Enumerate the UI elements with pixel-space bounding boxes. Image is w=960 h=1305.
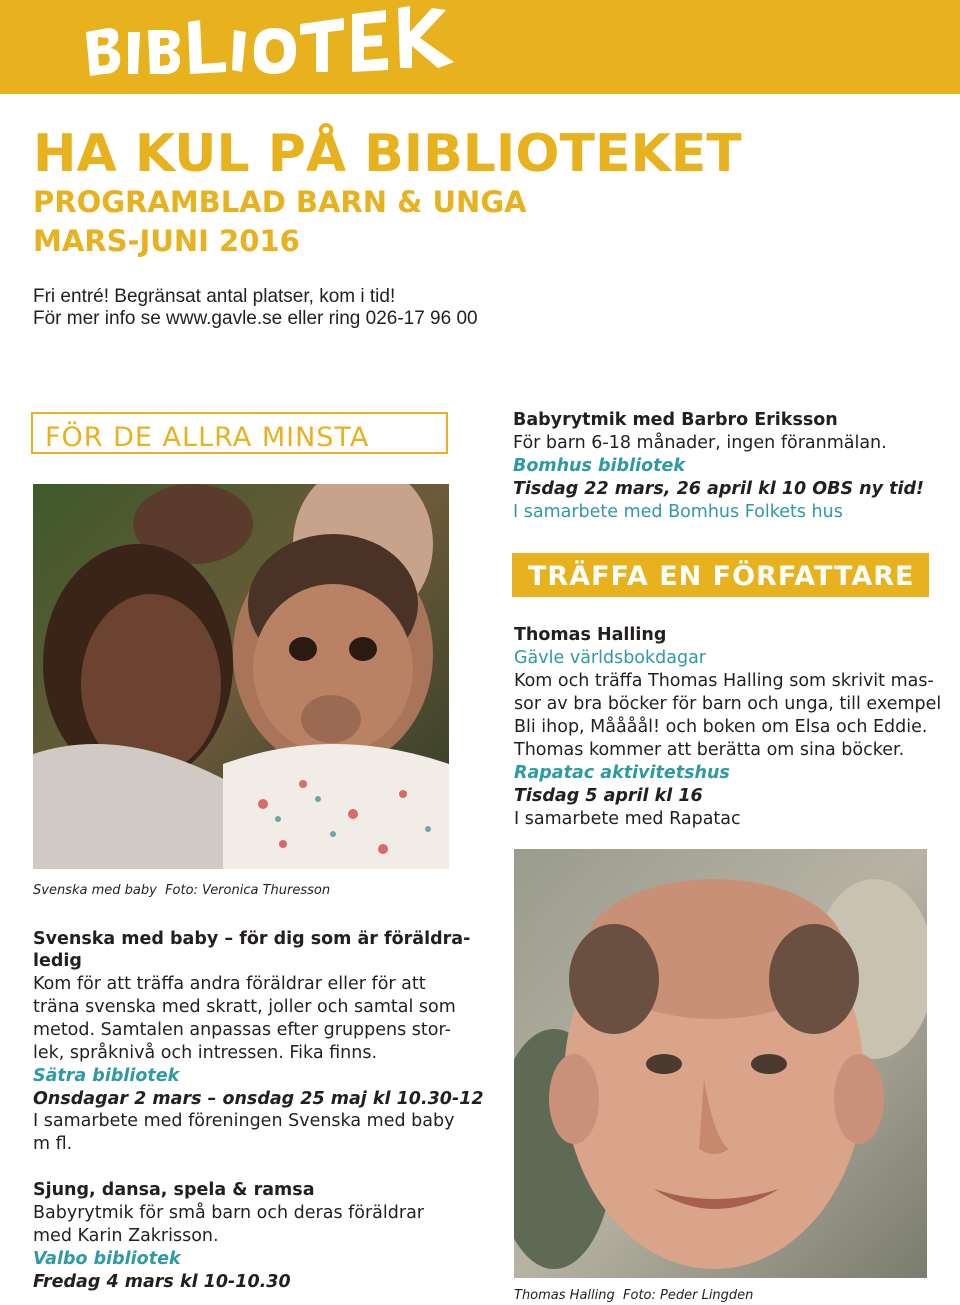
babyrytmik-date: Tisdag 22 mars, 26 april kl 10 OBS ny tid! [513,479,925,499]
svenska-desc-4: lek, språknivå och intressen. Fika finns. [33,1043,378,1063]
babyrytmik-partner: I samarbete med Bomhus Folkets hus [513,502,843,522]
page-subtitle: PROGRAMBLAD BARN & UNGA [33,185,527,219]
svenska-title-1: Svenska med baby – för dig som är föräldra- [33,929,471,949]
babyrytmik-place: Bomhus bibliotek [513,456,685,476]
babyrytmik-title: Babyrytmik med Barbro Eriksson [513,410,838,430]
svenska-partner-2: m fl. [33,1134,73,1154]
intro-line-1: Fri entré! Begränsat antal platser, kom i tid! [33,286,396,307]
baby-photo [33,484,449,869]
svenska-place: Sätra bibliotek [33,1066,180,1086]
svenska-title-2: ledig [33,951,82,971]
intro-line-2: För mer info se www.gavle.se eller ring 026-17 96 00 [33,308,478,329]
svenska-desc-3: metod. Samtalen anpassas efter gruppens stor- [33,1020,451,1040]
author-caption-subject: Thomas Halling [514,1288,615,1303]
section-title-forfattare: TRÄFFA EN FÖRFATTARE [528,561,915,592]
sjung-desc-1: Babyrytmik för små barn och deras föräldrar [33,1203,424,1223]
thomas-partner: I samarbete med Rapatac [514,809,741,829]
thomas-date: Tisdag 5 april kl 16 [514,786,703,806]
svenska-desc-1: Kom för att träffa andra föräldrar eller för att [33,974,426,994]
thomas-desc-4: Thomas kommer att berätta om sina böcker. [514,740,905,760]
svenska-partner-1: I samarbete med föreningen Svenska med baby [33,1111,455,1131]
bibliotek-logo [82,2,462,84]
section-header-minsta [31,412,448,454]
sjung-title: Sjung, dansa, spela & ramsa [33,1180,315,1200]
author-caption-credit: Foto: Peder Lingden [623,1288,754,1303]
thomas-name: Thomas Halling [514,625,667,645]
section-title-minsta: FÖR DE ALLRA MINSTA [45,422,370,453]
section-header-forfattare [512,553,929,597]
babyrytmik-desc: För barn 6-18 månader, ingen föranmälan. [513,433,887,453]
sjung-desc-2: med Karin Zakrisson. [33,1226,219,1246]
author-photo [514,849,927,1278]
svenska-desc-2: träna svenska med skratt, joller och samtal som [33,997,456,1017]
sjung-place: Valbo bibliotek [33,1249,181,1269]
caption-subject: Svenska med baby [33,883,157,898]
svenska-date: Onsdagar 2 mars – onsdag 25 maj kl 10.30-12 [33,1089,484,1109]
author-photo-caption [514,1288,753,1303]
page-period: MARS-JUNI 2016 [33,224,300,258]
thomas-desc-3: Bli ihop, Måååål! och boken om Elsa och Eddie. [514,717,928,737]
thomas-desc-2: sor av bra böcker för barn och unga, till exempel [514,694,942,714]
baby-photo-caption [33,883,330,898]
thomas-place: Rapatac aktivitetshus [514,763,730,783]
thomas-desc-1: Kom och träffa Thomas Halling som skrivit mas- [514,671,934,691]
caption-credit: Foto: Veronica Thuresson [165,883,331,898]
page-title: HA KUL PÅ BIBLIOTEKET [33,124,742,184]
thomas-event: Gävle världsbokdagar [514,648,707,668]
sjung-date: Fredag 4 mars kl 10-10.30 [33,1272,291,1292]
